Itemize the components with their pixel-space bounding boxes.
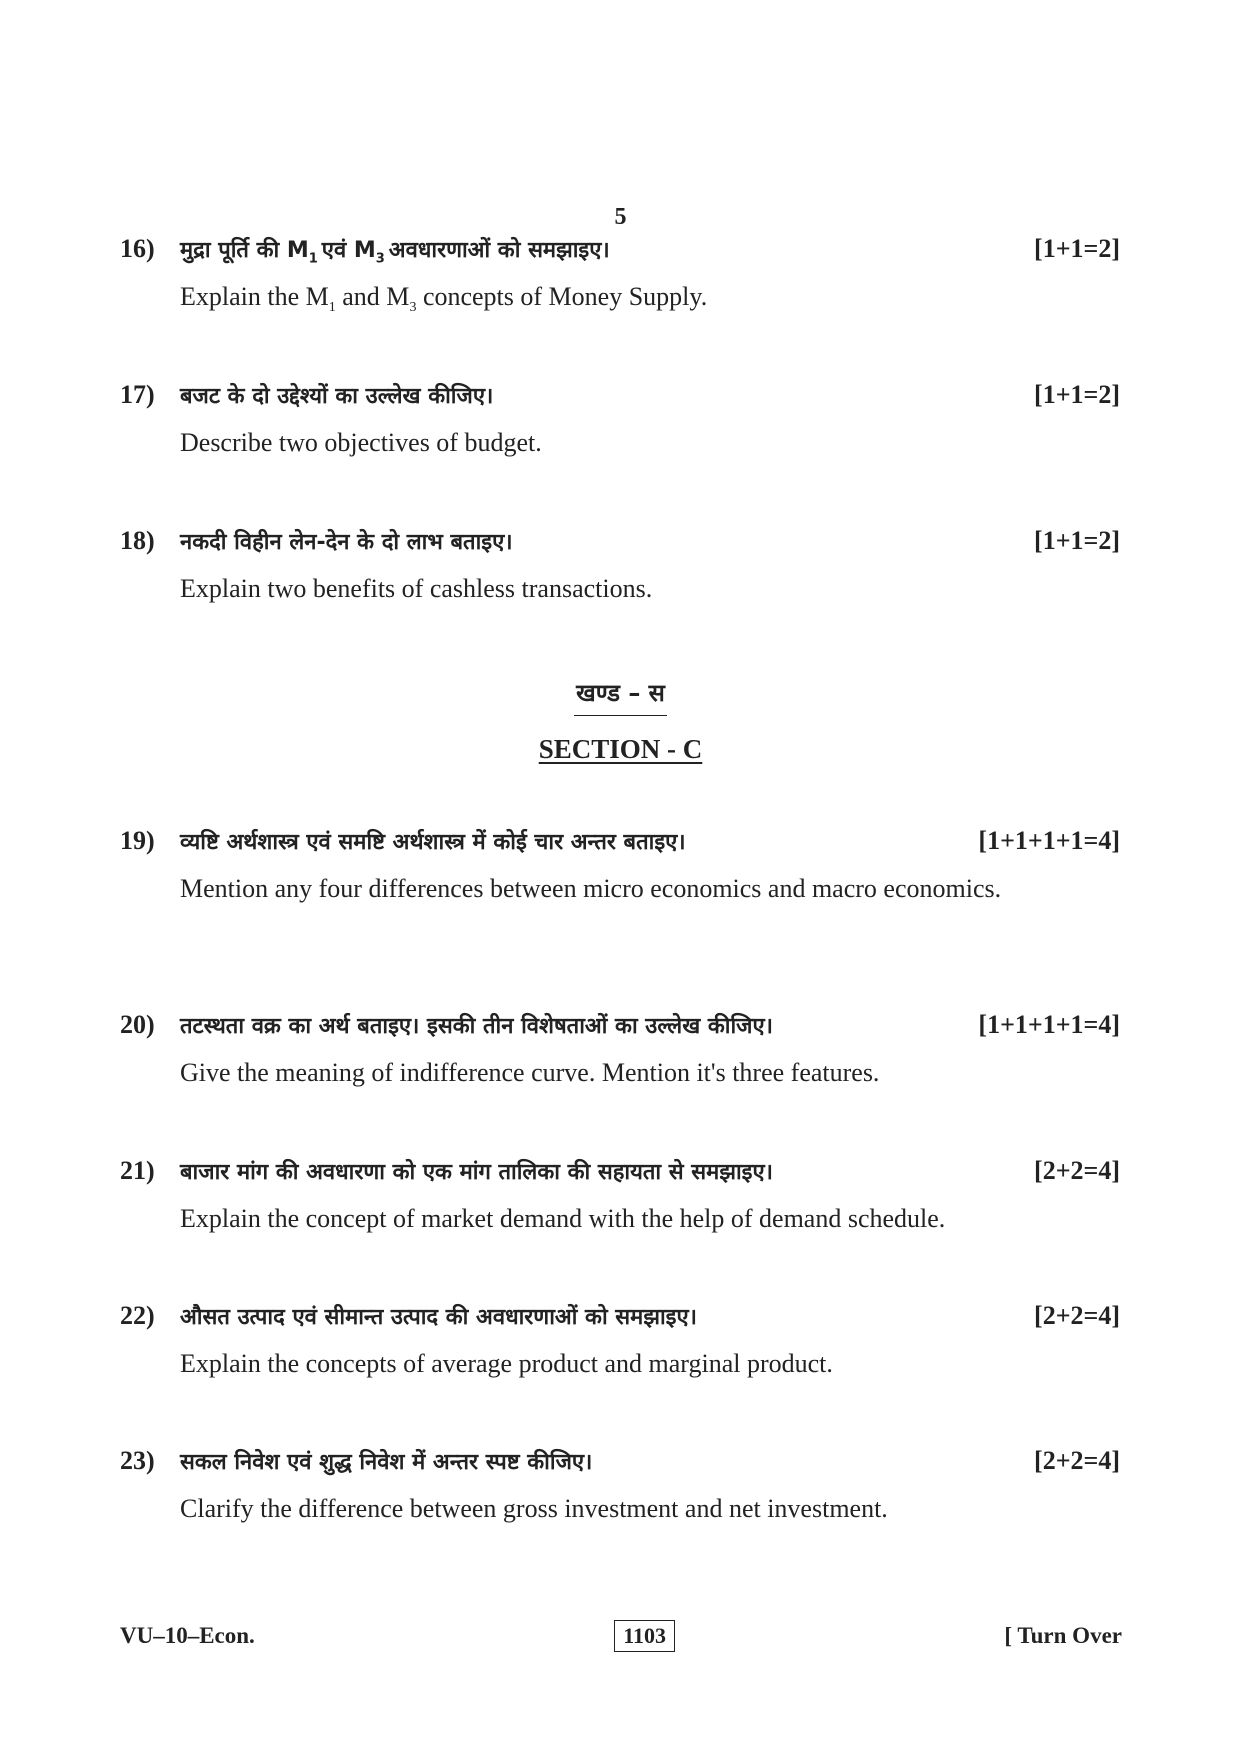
question-english: Explain the concept of market demand with the help of demand schedule. [180,1204,946,1233]
question-20 [120,1010,1120,1088]
question-english: Describe two objectives of budget. [180,428,542,457]
question-number: 19) [120,826,155,855]
question-english: Clarify the difference between gross investment and net investment. [180,1494,888,1523]
question-21 [120,1156,1120,1234]
question-marks: [2+2=4] [1034,1301,1120,1330]
turn-over-label: [ Turn Over [1004,1623,1122,1648]
question-17 [120,380,1120,458]
question-english: Explain the $M_1$ and $M_3$ concepts of Money Supply. [180,282,708,316]
question-hindi: व्यष्टि अर्थशास्त्र एवं समष्टि अर्थशास्त्र में कोई चार अन्तर बताइए। [180,830,686,855]
question-hindi: औसत उत्पाद एवं सीमान्त उत्पाद की अवधारणाओं को समझाइए। [180,1305,697,1330]
question-number: 23) [120,1446,155,1475]
page-number: 5 [614,204,627,230]
question-marks: [2+2=4] [1034,1446,1120,1475]
question-number: 20) [120,1010,155,1039]
question-marks: [1+1=2] [1034,380,1120,409]
question-marks: [1+1=2] [1034,234,1120,263]
question-marks: [1+1+1+1=4] [978,826,1120,855]
question-hindi: सकल निवेश एवं शुद्ध निवेश में अन्तर स्पष्ट कीजिए। [180,1450,593,1475]
question-hindi: मुद्रा पूर्ति की $M_1$ एवं $M_3$ अवधारणाओं को समझाइए। [180,238,610,267]
question-23 [120,1446,1120,1524]
question-marks: [2+2=4] [1034,1156,1120,1185]
question-hindi: तटस्थता वक्र का अर्थ बताइए। इसकी तीन विशेषताओं का उल्लेख कीजिए। [180,1014,773,1039]
question-english: Explain two benefits of cashless transactions. [180,574,653,603]
question-16 [120,234,1120,316]
question-number: 18) [120,526,155,555]
question-hindi: बजट के दो उद्देश्यों का उल्लेख कीजिए। [180,384,494,409]
question-number: 16) [120,234,155,263]
section-title-english: SECTION - C [538,734,703,764]
section-title-hindi: खण्ड – स [0,676,1241,709]
question-22 [120,1301,1120,1379]
paper-code: VU–10–Econ. [120,1623,255,1648]
question-19 [120,826,1120,904]
question-english: Give the meaning of indifference curve. Mention it's three features. [180,1058,880,1087]
question-english: Explain the concepts of average product and marginal product. [180,1349,833,1378]
question-english: Mention any four differences between micro economics and macro economics. [180,874,1002,903]
question-marks: [1+1=2] [1034,526,1120,555]
question-hindi: बाजार मांग की अवधारणा को एक मांग तालिका की सहायता से समझाइए। [180,1160,773,1185]
question-18 [120,526,1120,604]
page-code-box: 1103 [614,1620,675,1652]
question-hindi: नकदी विहीन लेन-देन के दो लाभ बताइए। [180,530,513,555]
question-marks: [1+1+1+1=4] [978,1010,1120,1039]
question-number: 17) [120,380,155,409]
page-footer [120,1620,1122,1652]
question-number: 21) [120,1156,155,1185]
question-number: 22) [120,1301,155,1330]
